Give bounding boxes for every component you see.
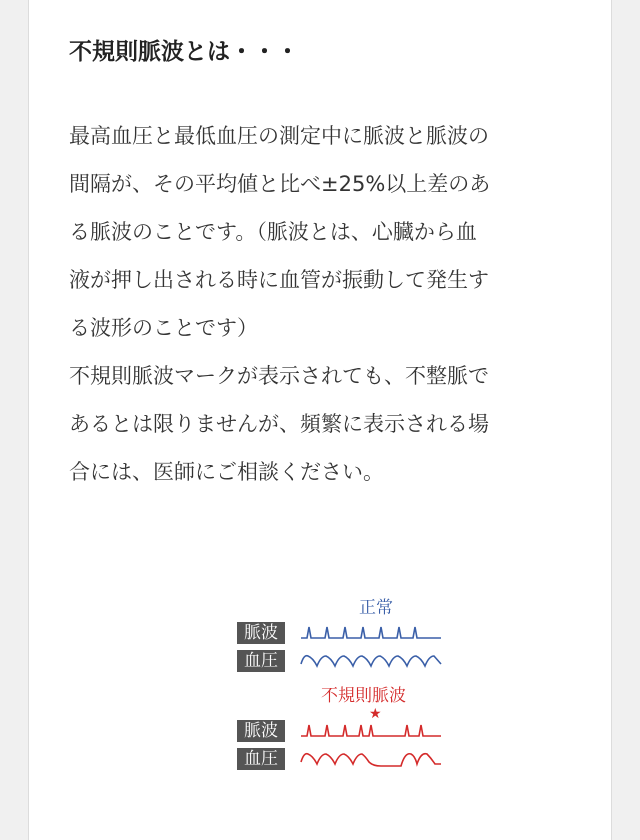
- irregular-pressure-wave: [301, 754, 441, 766]
- irregular-pulse-wave: [301, 725, 441, 736]
- section-title: 不規則脈波とは・・・: [69, 39, 299, 65]
- waveforms: [209, 590, 449, 780]
- content-card: [28, 0, 612, 840]
- paragraph-line: 合には、医師にご相談ください。: [69, 460, 384, 484]
- normal-pulse-wave: [301, 627, 441, 638]
- irregular-marker-icon: ★: [369, 706, 382, 722]
- paragraph-line: 液が押し出される時に血管が振動して発生す: [69, 268, 489, 292]
- paragraph-line: あるとは限りませんが、頻繁に表示される場: [69, 412, 489, 436]
- description-paragraph: [69, 112, 569, 496]
- paragraph-line: る波形のことです）: [69, 316, 258, 340]
- paragraph-line: 不規則脈波マークが表示されても、不整脈で: [69, 364, 489, 388]
- normal-pressure-wave: [301, 656, 441, 666]
- normal-caption: 正常: [359, 598, 393, 618]
- irregular-pulse-label: 脈波: [237, 720, 285, 742]
- irregular-caption: 不規則脈波: [321, 686, 406, 706]
- paragraph-line: 最高血圧と最低血圧の測定中に脈波と脈波の: [69, 124, 489, 148]
- irregular-pressure-label: 血圧: [237, 748, 285, 770]
- normal-pulse-label: 脈波: [237, 622, 285, 644]
- pulse-diagram: [209, 590, 449, 780]
- paragraph-line: る脈波のことです。（脈波とは、心臓から血: [69, 220, 477, 244]
- paragraph-line: 間隔が、その平均値と比べ±25%以上差のあ: [69, 172, 491, 196]
- normal-pressure-label: 血圧: [237, 650, 285, 672]
